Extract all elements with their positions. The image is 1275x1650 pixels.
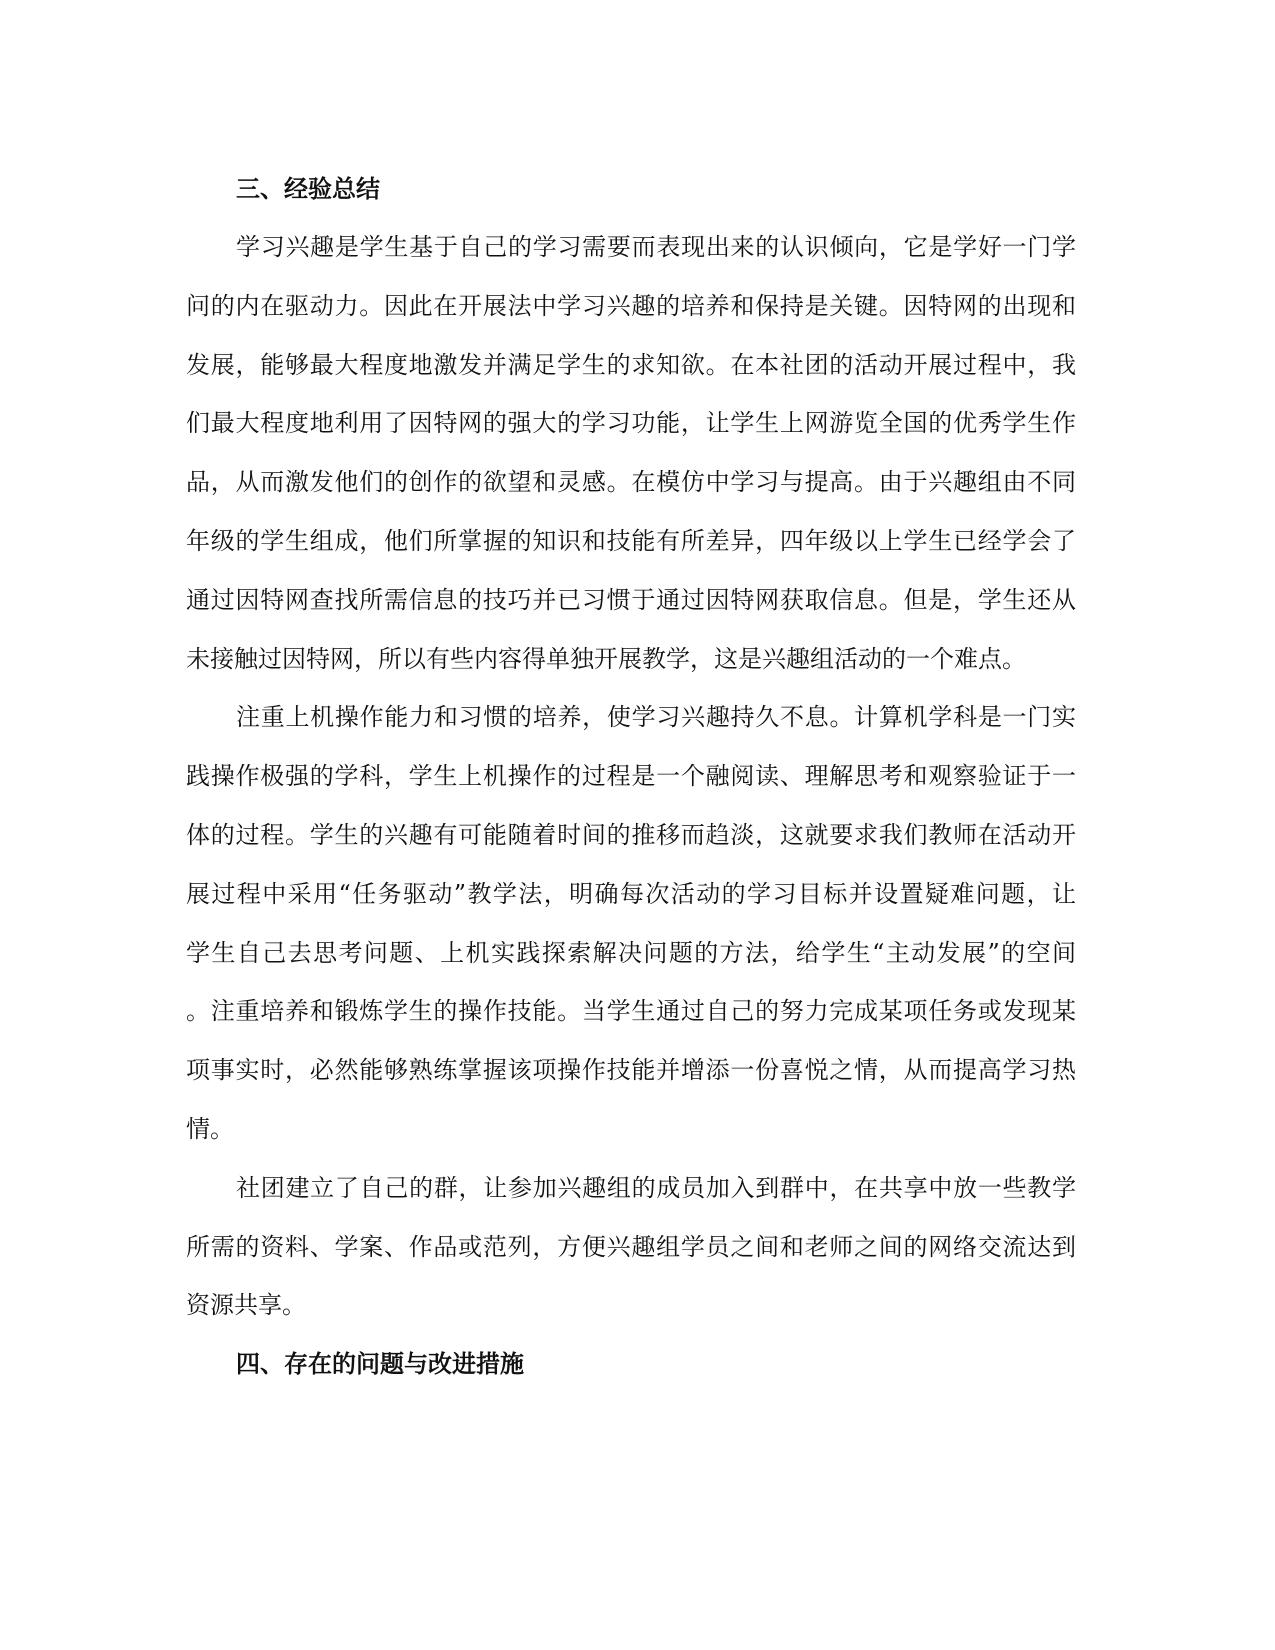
paragraph-line: 学习兴趣是学生基于自己的学习需要而表现出来的认识倾向，它是学好一门学 <box>236 233 1076 261</box>
paragraph-learning-interest <box>186 218 1076 688</box>
paragraph-hands-on-practice <box>186 688 1076 1158</box>
paragraph-line: 资源共享。 <box>186 1291 306 1320</box>
document-body <box>186 160 1076 1393</box>
section-heading-3: 三、经验总结 <box>236 174 380 203</box>
paragraph-line: 情。 <box>186 1114 234 1143</box>
paragraph-line: 项事实时，必然能够熟练掌握该项操作技能并增添一份喜悦之情，从而提高学习热 <box>186 1056 1076 1085</box>
paragraph-line: 问的内在驱动力。因此在开展法中学习兴趣的培养和保持是关键。因特网的出现和 <box>186 291 1076 320</box>
paragraph-line: 体的过程。学生的兴趣有可能随着时间的推移而趋淡，这就要求我们教师在活动开 <box>186 820 1076 849</box>
section-heading-4: 四、存在的问题与改进措施 <box>236 1349 524 1379</box>
paragraph-line: 。注重培养和锻炼学生的操作技能。当学生通过自己的努力完成某项任务或发现某 <box>186 997 1076 1026</box>
paragraph-line: 社团建立了自己的群，让参加兴趣组的成员加入到群中，在共享中放一些教学 <box>236 1173 1076 1202</box>
paragraph-line: 践操作极强的学科，学生上机操作的过程是一个融阅读、理解思考和观察验证于一 <box>186 762 1076 791</box>
paragraph-line: 学生自己去思考问题、上机实践探索解决问题的方法，给学生“主动发展”的空间 <box>186 938 1076 967</box>
paragraph-line: 通过因特网查找所需信息的技巧并已习惯于通过因特网获取信息。但是，学生还从 <box>186 585 1076 614</box>
paragraph-line: 品，从而激发他们的创作的欲望和灵感。在模仿中学习与提高。由于兴趣组由不同 <box>186 468 1076 497</box>
paragraph-line: 们最大程度地利用了因特网的强大的学习功能，让学生上网游览全国的优秀学生作 <box>186 409 1076 438</box>
paragraph-line: 所需的资料、学案、作品或范列，方便兴趣组学员之间和老师之间的网络交流达到 <box>186 1232 1076 1261</box>
paragraph-group-sharing <box>186 1159 1076 1335</box>
paragraph-line: 年级的学生组成，他们所掌握的知识和技能有所差异，四年级以上学生已经学会了 <box>186 526 1076 555</box>
paragraph-line: 未接触过因特网，所以有些内容得单独开展教学，这是兴趣组活动的一个难点。 <box>186 644 1026 673</box>
paragraph-line: 注重上机操作能力和习惯的培养，使学习兴趣持久不息。计算机学科是一门实 <box>236 703 1076 732</box>
paragraph-line: 发展，能够最大程度地激发并满足学生的求知欲。在本社团的活动开展过程中，我 <box>186 350 1076 379</box>
paragraph-line: 展过程中采用“任务驱动”教学法，明确每次活动的学习目标并设置疑难问题，让 <box>186 879 1076 908</box>
